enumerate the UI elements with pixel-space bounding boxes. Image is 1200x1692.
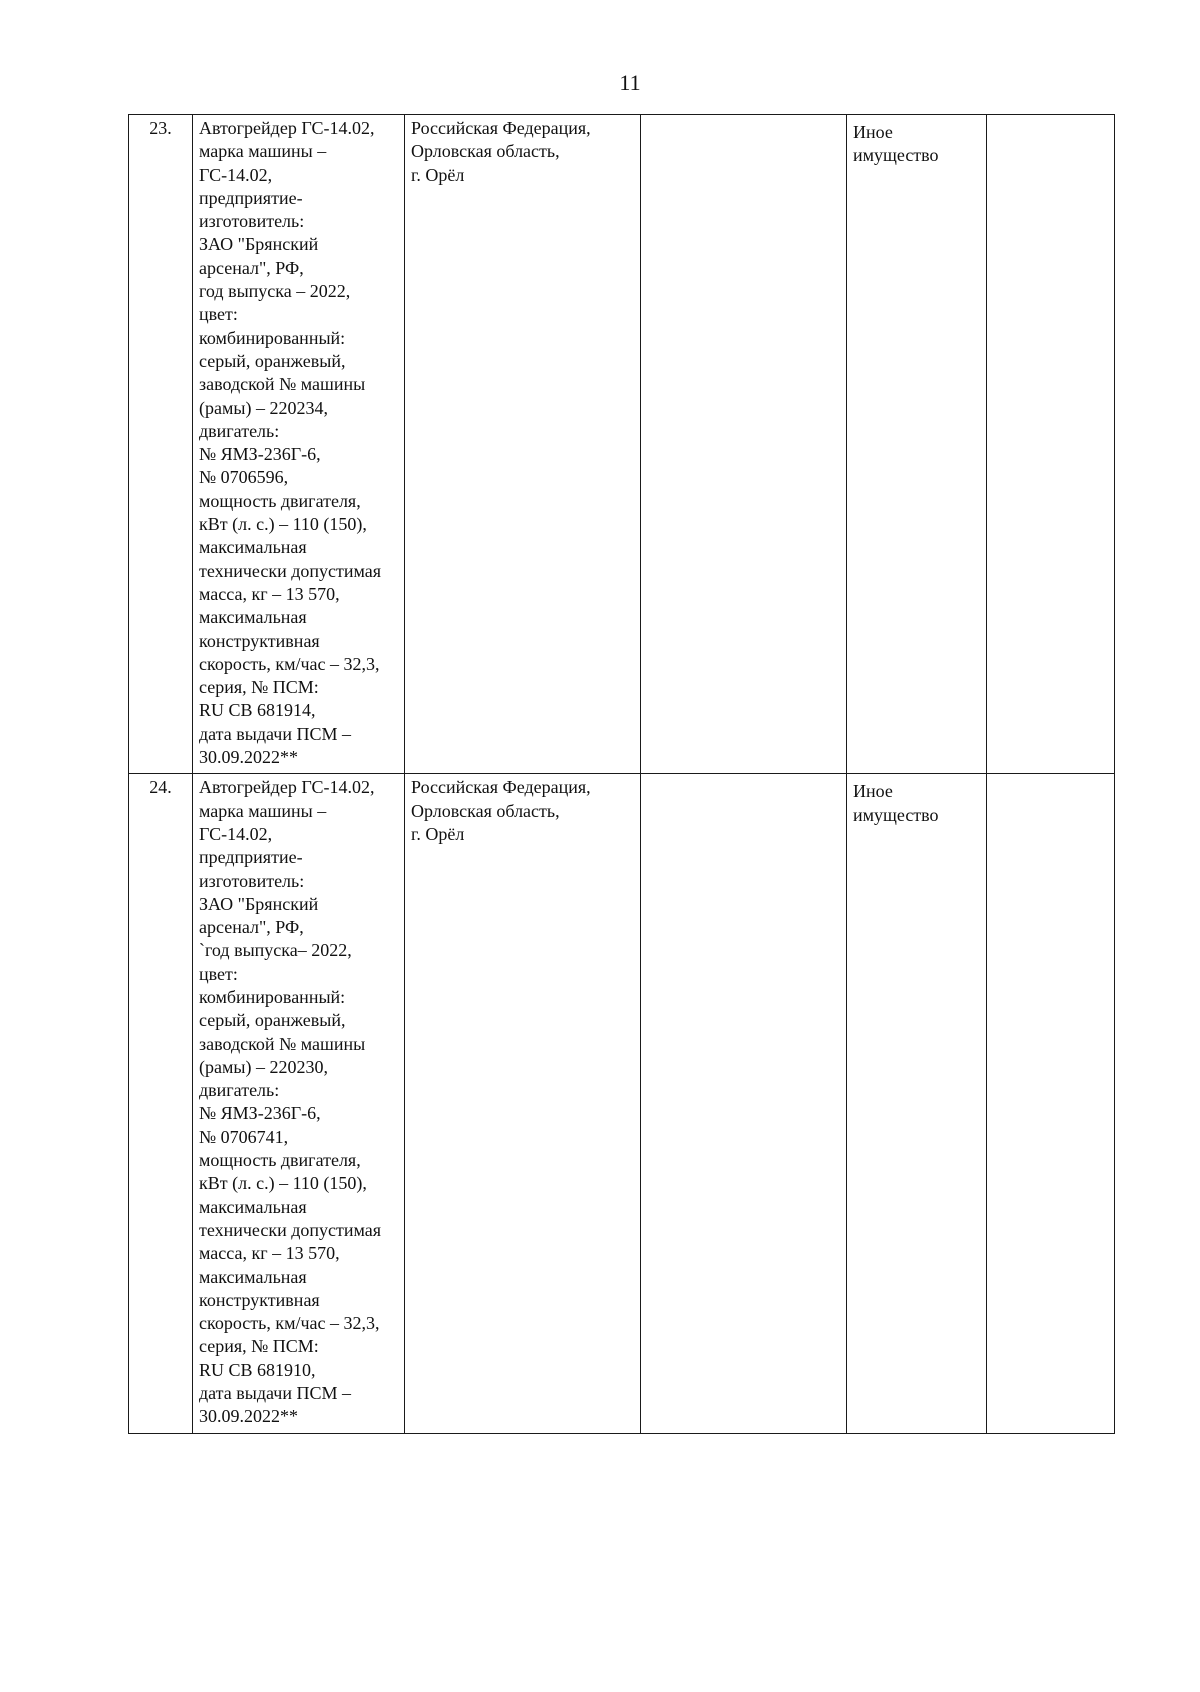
cell-text-line: максимальная <box>199 537 307 558</box>
cell-text-line: конструктивная <box>199 1289 320 1310</box>
cell-text-line: № ЯМЗ-236Г-6, <box>199 1103 321 1124</box>
cell-text-line: Иное <box>853 781 893 802</box>
cell-text-line: дата выдачи ПСМ – <box>199 1383 351 1404</box>
cell-text-line: мощность двигателя, <box>199 490 361 511</box>
cell-text-line: г. Орёл <box>411 823 465 844</box>
cell-text-line: марка машины – <box>199 141 327 162</box>
cell-text-line: 30.09.2022** <box>199 1406 298 1427</box>
cell-text-line: мощность двигателя, <box>199 1150 361 1171</box>
cell-text-line: максимальная <box>199 1196 307 1217</box>
table-row <box>129 115 1115 774</box>
cell-text-line: ЗАО "Брянский <box>199 234 319 255</box>
cell-text-line: цвет: <box>199 304 238 325</box>
cell-text-line: имущество <box>853 804 939 825</box>
cell-text-line: технически допустимая <box>199 1219 382 1240</box>
property-type-cell <box>847 774 987 1433</box>
cell-text-line: 30.09.2022** <box>199 747 298 768</box>
cell-text-line: имущество <box>853 145 939 166</box>
cell-text-line: дата выдачи ПСМ – <box>199 723 351 744</box>
item-description-cell <box>193 774 405 1433</box>
property-type-cell <box>847 115 987 774</box>
cell-text-line: технически допустимая <box>199 560 382 581</box>
cell-text-line: (рамы) – 220234, <box>199 397 328 418</box>
empty-cell <box>987 115 1115 774</box>
cell-text-line: изготовитель: <box>199 211 305 232</box>
cell-text-line: арсенал", РФ, <box>199 257 304 278</box>
table-row <box>129 774 1115 1433</box>
item-description-cell <box>193 115 405 774</box>
cell-text-line: марка машины – <box>199 800 327 821</box>
cell-text-line: Орловская область, <box>411 141 560 162</box>
cell-text-line: комбинированный: <box>199 986 346 1007</box>
cell-text-line: ГС-14.02, <box>199 823 273 844</box>
cell-text-line: серия, № ПСМ: <box>199 677 319 698</box>
cell-text-line: № ЯМЗ-236Г-6, <box>199 444 321 465</box>
cell-text-line: изготовитель: <box>199 870 305 891</box>
cell-text-line: скорость, км/час – 32,3, <box>199 1313 380 1334</box>
cell-text-line: арсенал", РФ, <box>199 917 304 938</box>
cell-text-line: г. Орёл <box>411 164 465 185</box>
cell-text-line: кВт (л. с.) – 110 (150), <box>199 1173 367 1194</box>
cell-text-line: ЗАО "Брянский <box>199 893 319 914</box>
cell-text-line: кВт (л. с.) – 110 (150), <box>199 514 367 535</box>
cell-text-line: цвет: <box>199 963 238 984</box>
cell-text-line: масса, кг – 13 570, <box>199 1243 340 1264</box>
cell-text-line: двигатель: <box>199 1080 280 1101</box>
cell-text-line: Орловская область, <box>411 800 560 821</box>
location-cell <box>405 774 641 1433</box>
cell-text-line: максимальная <box>199 607 307 628</box>
cell-text-line: (рамы) – 220230, <box>199 1056 328 1077</box>
cell-text-line: серый, оранжевый, <box>199 350 346 371</box>
cell-text-line: RU CB 681914, <box>199 700 316 721</box>
cell-text-line: предприятие- <box>199 187 303 208</box>
cell-text-line: Автогрейдер ГС-14.02, <box>199 777 375 798</box>
cell-text-line: Автогрейдер ГС-14.02, <box>199 118 375 138</box>
empty-cell <box>641 774 847 1433</box>
cell-text-line: конструктивная <box>199 630 320 651</box>
cell-text-line: серый, оранжевый, <box>199 1010 346 1031</box>
property-register-table <box>128 114 1115 1434</box>
cell-text-line: ГС-14.02, <box>199 164 273 185</box>
page-number: 11 <box>619 70 641 95</box>
empty-cell <box>987 774 1115 1433</box>
cell-text-line: заводской № машины <box>199 1033 366 1054</box>
row-index-cell: 24. <box>129 774 193 1433</box>
cell-text-line: № 0706596, <box>199 467 289 488</box>
cell-text-line: максимальная <box>199 1266 307 1287</box>
cell-text-line: Иное <box>853 122 893 142</box>
cell-text-line: серия, № ПСМ: <box>199 1336 319 1357</box>
cell-text-line: RU CB 681910, <box>199 1359 316 1380</box>
cell-text-line: скорость, км/час – 32,3, <box>199 653 380 674</box>
cell-text-line: Российская Федерация, <box>411 777 591 798</box>
cell-text-line: двигатель: <box>199 420 280 441</box>
cell-text-line: `год выпуска– 2022, <box>199 940 352 961</box>
cell-text-line: предприятие- <box>199 847 303 868</box>
row-index-cell: 23. <box>129 115 193 774</box>
cell-text-line: масса, кг – 13 570, <box>199 583 340 604</box>
cell-text-line: Российская Федерация, <box>411 118 591 138</box>
cell-text-line: год выпуска – 2022, <box>199 281 351 302</box>
empty-cell <box>641 115 847 774</box>
location-cell <box>405 115 641 774</box>
cell-text-line: комбинированный: <box>199 327 346 348</box>
cell-text-line: заводской № машины <box>199 374 366 395</box>
cell-text-line: № 0706741, <box>199 1126 289 1147</box>
